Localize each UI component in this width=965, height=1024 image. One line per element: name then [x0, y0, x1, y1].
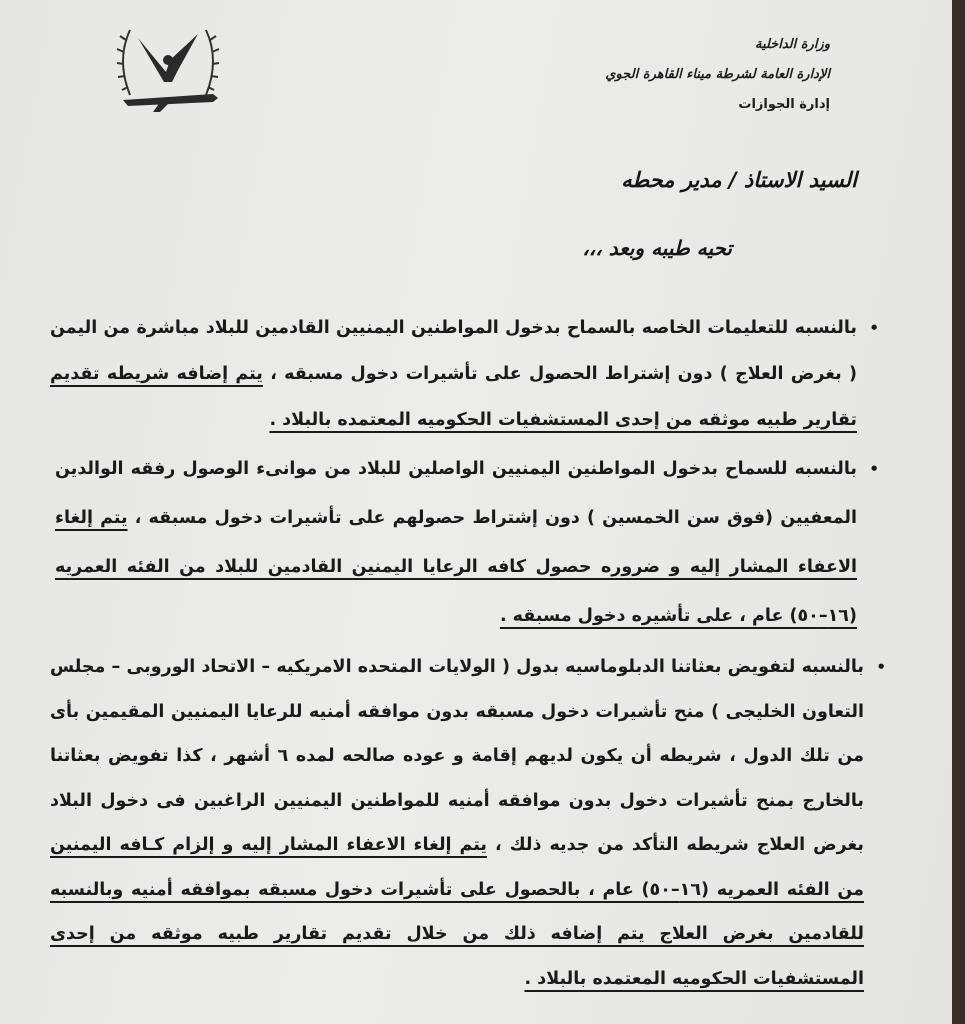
- paragraph-underlined-text: يتم إلغاء الاعفاء المشار إليه و إلزام كـافه اليمنين من الفئه العمريه (١٦–٥٠) عام ، بالحصول على تأشيرات دخول مسبقه بموافقه أمنيه وبالنسبه للقادمين بغرض العلاج يتم إضافه ذلك من خلال تقديم تقارير طبيه موثقه من إحدى المستشفيات الحكوميه المعتمده بالبلاد .: [50, 835, 864, 989]
- addressee: السيد الاستاذ / مدير محطه: [621, 168, 857, 192]
- division-name: إدارة الجوازات: [738, 97, 830, 112]
- paragraph-underlined-text: يتم إلغاء الاعفاء المشار إليه و ضروره حصول كافه الرعايا اليمنين القادمين للبلاد من الفئه العمريه (١٦–٥٠) عام ، على تأشيره دخول مسبقه .: [55, 508, 857, 626]
- department-name: الإدارة العامة لشرطة ميناء القاهرة الجوي: [605, 67, 830, 82]
- paragraph-text: بالنسبه لتفويض بعثاتنا الدبلوماسيه بدول ( الولايات المتحده الامريكيه – الاتحاد الوروبى – مجلس التعاون الخليجى ) منح تأشيرات دخول مسبقه بدون موافقه أمنيه للرعايا اليمنيين المقيمين بأى من تلك الدول ، شريطه أن يكون لديهم إقامة و عوده صالحه لمده ٦ أشهر ، كذا تفويض بعثاتنا بالخارج بمنح تأشيرات دخول بدون موافقه أمنيه للمواطنين اليمنيين الراغبين فى دخول البلاد بغرض العلاج شريطه التأكد من جديه ذلك ،: [50, 657, 865, 855]
- letterhead: [605, 30, 830, 120]
- bullet-icon: •: [869, 319, 879, 337]
- paragraph-text: بالنسبه للتعليمات الخاصه بالسماح بدخول المواطنين اليمنيين القادمين للبلاد مباشرة من اليمن ( بغرض العلاج ) دون إشتراط الحصول على تأشيرات دخول مسبقه ،: [50, 318, 857, 384]
- bullet-icon: •: [876, 658, 886, 676]
- paragraph-1: [50, 305, 879, 443]
- paragraph-text: بالنسبه للسماح بدخول المواطنين اليمنيين الواصلين للبلاد من موانىء الوصول رفقه الوالدين المعفيين (فوق سن الخمسين ) دون إشتراط حصولهم على تأشيرات دخول مسبقه ،: [55, 459, 857, 528]
- greeting: تحيه طيبه وبعد ،،،: [582, 236, 732, 260]
- paragraph-3: [50, 645, 886, 1001]
- bullet-icon: •: [869, 460, 879, 478]
- ministry-name: وزارة الداخلية: [754, 37, 830, 52]
- paragraph-2: [55, 445, 879, 641]
- eagle-emblem-icon: [108, 20, 228, 120]
- paragraph-underlined-text: يتم إضافه شريطه تقديم تقارير طبيه موثقه من إحدى المستشفيات الحكوميه المعتمده بالبلاد .: [50, 364, 857, 430]
